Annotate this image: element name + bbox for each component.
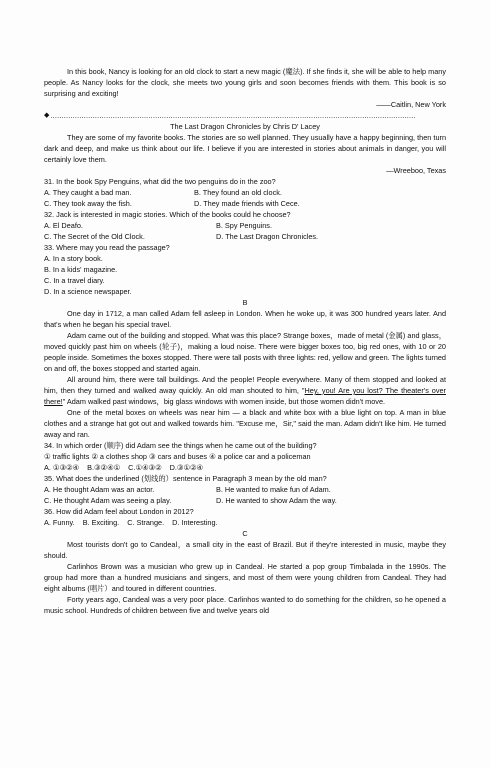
question-36-option-c: C. Strange. xyxy=(127,518,165,527)
question-31-option-c: C. They took away the fish. xyxy=(44,199,132,208)
paragraph-3-text-before: All around him, there were tall buildings. And the people! People everywhere. Many of them stopped and looked at him, then they turned and walked away quickly. An old man shouted to him, " xyxy=(44,375,446,395)
question-35-option-d: D. He wanted to show Adam the way. xyxy=(216,496,337,505)
question-36-option-d: D. Interesting. xyxy=(172,518,218,527)
passage-b-paragraph-2: Adam came out of the building and stopped. What was this place? Strange boxes，made of metal (金属) and glass，moved quickly past him on wheels (轮子)，making a loud noise. There were bigger boxes too, big red ones, with 10 or 20 people inside. Sometimes the boxes stopped. There were tall posts with three lights: red, yellow and green. The lights turned on and off, the boxes stopped and started again. xyxy=(44,331,446,373)
question-36-options xyxy=(44,517,446,528)
passage-c-label: C xyxy=(242,529,248,538)
diamond-bullet-icon: ◆ xyxy=(44,112,50,119)
question-33-option-b: B. In a kids' magazine. xyxy=(44,265,118,274)
passage-b-paragraph-1: One day in 1712, a man called Adam fell asleep in London. When he woke up, it was 300 hundred years later. And that's when he began his special travel. xyxy=(44,309,446,329)
question-35-options-row1 xyxy=(44,484,446,495)
question-32-option-c: C. The Secret of the Old Clock. xyxy=(44,232,145,241)
book-title-dragon-chronicles: The Last Dragon Chronicles by Chris D' Lacey xyxy=(170,122,320,131)
underlined-sentence: Hey, you! Are you lost? The theater's over there! xyxy=(44,386,446,406)
question-35-stem: 35. What does the underlined (划线的）sentence in Paragraph 3 mean by the old man? xyxy=(44,474,327,483)
question-32-option-d: D. The Last Dragon Chronicles. xyxy=(216,232,319,241)
question-34-option-c: C.①④③② xyxy=(128,463,162,472)
question-33-option-d: D. In a science newspaper. xyxy=(44,287,132,296)
review-author-caitlin: ——Caitlin, New York xyxy=(376,100,446,109)
question-34-options xyxy=(44,462,446,473)
question-36-stem: 36. How did Adam feel about London in 2012? xyxy=(44,507,194,516)
question-34-items: ① traffic lights ② a clothes shop ③ cars and buses ④ a police car and a policeman xyxy=(44,452,311,461)
question-35-option-b: B. He wanted to make fun of Adam. xyxy=(216,485,331,494)
passage-b-paragraph-4: One of the metal boxes on wheels was near him — a black and white box with a blue light on top. A man in blue clothes and a strange hat got out and walked towards him. "Excuse me，Sir," said the man. Adam didn't like him. He turned away and ran. xyxy=(44,408,446,439)
section-separator xyxy=(44,110,446,121)
question-33-option-c: C. In a travel diary. xyxy=(44,276,105,285)
question-31-option-a: A. They caught a bad man. xyxy=(44,188,132,197)
question-31-option-b: B. They found an old clock. xyxy=(194,188,282,197)
question-33-option-a: A. In a story book. xyxy=(44,254,103,263)
passage-c-paragraph-1: Most tourists don't go to Candeal，a small city in the east of Brazil. But if they're interested in music, maybe they should. xyxy=(44,540,446,560)
passage-c-paragraph-2: Carlinhos Brown was a musician who grew up in Candeal. He started a pop group Timbalada in the 1990s. The group had more than a hundred musicians and singers, and most of them were young children from Candeal. They had eight albums (唱片）and toured in different countries. xyxy=(44,562,446,593)
page-content xyxy=(44,66,446,616)
review-dragon-chronicles: They are some of my favorite books. The stories are so well planned. They usually have a happy beginning, then turn dark and deep, and make us think about our life. I believe if you are interested in stories about animals in danger, you will certainly love them. xyxy=(44,133,446,164)
question-32-option-a: A. El Deafo. xyxy=(44,221,83,230)
question-34-stem: 34. In which order (顺序) did Adam see the things when he came out of the building? xyxy=(44,441,317,450)
question-33-stem: 33. Where may you read the passage? xyxy=(44,243,170,252)
review-author-wreeboo: —Wreeboo, Texas xyxy=(386,166,446,175)
question-32-stem: 32. Jack is interested in magic stories. Which of the books could he choose? xyxy=(44,210,291,219)
separator-dots: .................................................................................................................................................................... xyxy=(50,111,416,120)
question-32-options-row1 xyxy=(44,220,446,231)
question-32-option-b: B. Spy Penguins. xyxy=(216,221,272,230)
question-34-option-b: B.③②④① xyxy=(87,463,121,472)
question-36-option-a: A. Funny. xyxy=(44,518,75,527)
passage-b-paragraph-3 xyxy=(44,374,446,407)
question-31-option-d: D. They made friends with Cece. xyxy=(194,199,300,208)
question-32-options-row2 xyxy=(44,231,446,242)
review-nancy-clock: In this book, Nancy is looking for an old clock to start a new magic (魔法). If she finds it, she will be able to help many people. As Nancy looks for the clock, she meets two young girls and soon becomes friends with them. This book is so surprising and exciting! xyxy=(44,67,446,98)
paragraph-3-text-after: " Adam walked past windows，big glass windows with women inside, but those women didn't move. xyxy=(62,397,386,406)
question-34-option-a: A. ①③②④ xyxy=(44,463,80,472)
question-35-option-c: C. He thought Adam was seeing a play. xyxy=(44,496,172,505)
question-34-option-d: D.③①②④ xyxy=(169,463,204,472)
question-31-options-row2 xyxy=(44,198,446,209)
question-35-options-row2 xyxy=(44,495,446,506)
passage-c-paragraph-3: Forty years ago, Candeal was a very poor place. Carlinhos wanted to do something for the children, so he opened a music school. Hundreds of children between five and twelve years old xyxy=(44,595,446,615)
question-35-option-a: A. He thought Adam was an actor. xyxy=(44,485,155,494)
question-36-option-b: B. Exciting. xyxy=(82,518,120,527)
question-31-stem: 31. In the book Spy Penguins, what did the two penguins do in the zoo? xyxy=(44,177,276,186)
passage-b-label: B xyxy=(242,298,248,307)
question-31-options-row1 xyxy=(44,187,446,198)
